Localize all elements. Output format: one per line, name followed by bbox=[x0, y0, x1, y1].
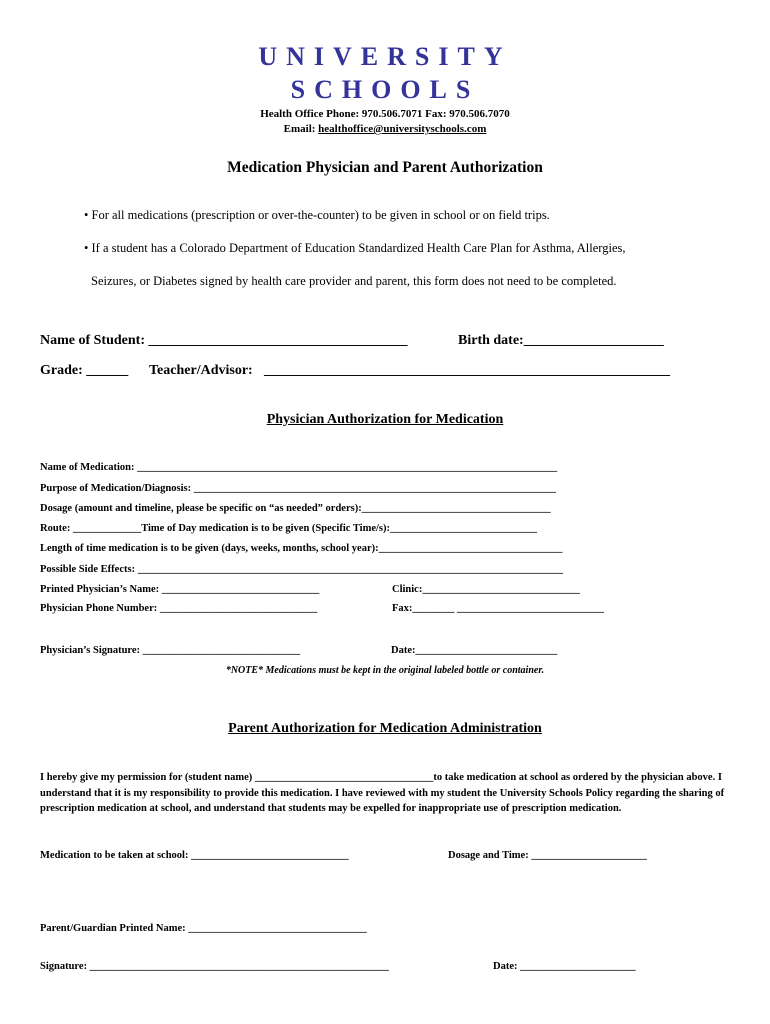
medication-note: *NOTE* Medications must be kept in the original labeled bottle or container. bbox=[225, 665, 545, 676]
medication-name-field[interactable]: Name of Medication: ________________________________________________________________________________ bbox=[40, 462, 558, 473]
dosage-field[interactable]: Dosage (amount and timeline, please be specific on “as needed” orders):____________________________________ bbox=[40, 503, 551, 514]
email-link[interactable]: healthoffice@universityschools.com bbox=[318, 123, 487, 135]
email-label: Email: bbox=[283, 123, 319, 135]
dosage-time-field[interactable]: Dosage and Time: ______________________ bbox=[448, 850, 647, 861]
route-time-field[interactable]: Route: _____________Time of Day medication is to be given (Specific Time/s):____________________________ bbox=[40, 523, 537, 534]
medication-at-school-field[interactable]: Medication to be taken at school: ______________________________ bbox=[40, 850, 349, 861]
birth-date-field[interactable]: Birth date:____________________ bbox=[458, 333, 664, 348]
bullet-health-plan: • If a student has a Colorado Department of Education Standardized Health Care Plan for Asthma, Allergies, bbox=[84, 241, 626, 255]
parent-permission-paragraph: I hereby give my permission for (student name) __________________________________to take medication at school as ordered by the physician above. I understand that it is my responsibility to provide this medication. I have reviewed with my student the University Schools Policy regarding the sharing of prescription medication at school, and understand that students may be expelled for inappropriate use of prescription medication. bbox=[40, 772, 725, 814]
grade-field[interactable]: Grade: ______ bbox=[40, 363, 129, 378]
physician-phone-field[interactable]: Physician Phone Number: ______________________________ bbox=[40, 603, 318, 614]
fax-field[interactable]: Fax:________ ____________________________ bbox=[392, 603, 605, 614]
teacher-advisor-label: Teacher/Advisor: bbox=[149, 363, 253, 378]
length-of-time-field[interactable]: Length of time medication is to be given (days, weeks, months, school year):___________________________________ bbox=[40, 543, 563, 554]
clinic-field[interactable]: Clinic:______________________________ bbox=[392, 584, 580, 595]
physician-printed-name-field[interactable]: Printed Physician’s Name: ______________________________ bbox=[40, 584, 320, 595]
logo-line-university: UNIVERSITY bbox=[258, 42, 512, 71]
physician-signature-field[interactable]: Physician’s Signature: ______________________________ bbox=[40, 645, 301, 656]
page-title: Medication Physician and Parent Authorization bbox=[227, 159, 543, 176]
physician-date-field[interactable]: Date:___________________________ bbox=[391, 645, 558, 656]
physician-section-heading: Physician Authorization for Medication bbox=[266, 412, 504, 427]
parent-section-heading: Parent Authorization for Medication Administration bbox=[228, 721, 542, 736]
contact-email-line bbox=[0, 123, 770, 135]
purpose-diagnosis-field[interactable]: Purpose of Medication/Diagnosis: _____________________________________________________________________ bbox=[40, 483, 556, 494]
guardian-printed-name-field[interactable]: Parent/Guardian Printed Name: __________________________________ bbox=[40, 923, 367, 934]
parent-signature-field[interactable]: Signature: _________________________________________________________ bbox=[40, 961, 389, 972]
teacher-advisor-field[interactable]: __________________________________________________________ bbox=[264, 363, 670, 378]
bullet-medications: • For all medications (prescription or over-the-counter) to be given in school or on field trips. bbox=[84, 208, 550, 222]
bullet-health-plan-continued: Seizures, or Diabetes signed by health care provider and parent, this form does not need to be completed. bbox=[91, 274, 617, 288]
student-name-field[interactable]: Name of Student: _____________________________________ bbox=[40, 333, 408, 348]
parent-date-field[interactable]: Date: ______________________ bbox=[493, 961, 636, 972]
side-effects-field[interactable]: Possible Side Effects: _________________________________________________________________________________ bbox=[40, 564, 563, 575]
contact-phone-fax: Health Office Phone: 970.506.7071 Fax: 970.506.7070 bbox=[260, 108, 510, 120]
logo-line-schools: SCHOOLS bbox=[290, 75, 480, 104]
